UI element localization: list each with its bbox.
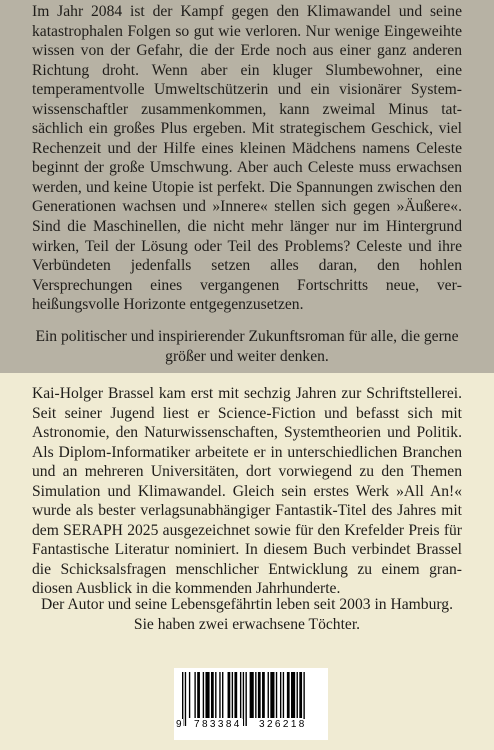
barcode-bars — [182, 672, 320, 726]
isbn-left-group: 783384 — [194, 719, 242, 730]
barcode-bar — [258, 672, 261, 718]
barcode-bar — [291, 672, 295, 718]
isbn-right-group: 326218 — [259, 719, 307, 730]
barcode-bar — [245, 672, 246, 726]
author-bio-paragraph: Kai-Holger Brassel kam erst mit sechzig Jahren zur Schriftstellerei. Seit seiner Jugend liest er Science-Fiction und befasst sich mit Astronomie, den Naturwissenschaften, Systemtheorien und Politik. Als Diplom-Informatiker arbeitete er in unterschiedlichen Branchen und an mehreren Universitäten, dort vorwiegend zu den Themen Simulation und Klimawandel. Gleich sein erstes Werk »All An!« wurde als bester verlagsunabhängiger Fantastik-Titel des Jahres mit dem SERAPH 2025 ausgezeichnet sowie für den Krefelder Preis für Fantastische Literatur nominiert. In diesem Buch verbindet Brassel die Schicksalsfragen menschlicher Entwicklung zu einem grandiosen Ausblick in die kommenden Jahrhunderte. — [32, 385, 462, 598]
synopsis-paragraph: Im Jahr 2084 ist der Kampf gegen den Klimawandel und seine katastrophalen Folgen so gut wie verloren. Nur wenige Eingeweihte wissen von der Gefahr, die der Erde noch aus einer ganz anderen Richtung droht. Wenn aber ein kluger Slumbewohner, eine temperamentvolle Umweltschützerin und ein visionärer Systemwissenschaftler zusammenkommen, kann zweimal Minus tatsächlich ein großes Plus ergeben. Mit strategischem Geschick, viel Rechenzeit und der Hilfe eines kleinen Mädchens namens Celeste beginnt der große Umschwung. Aber auch Celeste muss erwachsen werden, und keine Utopie ist perfekt. Die Spannungen zwischen den Generationen wachsen und »Innere« stellen sich gegen »Äußere«. Sind die Maschinellen, die nicht mehr länger nur im Hintergrund wirken, Teil der Lösung oder Teil des Problems? Celeste und ihre Verbündeten jedenfalls setzen alles daran, den hohlen Versprechungen eines vergangenen Fortschritts neue, verheißungsvolle Horizonte entgegenzusetzen. — [32, 3, 462, 314]
barcode-bar — [250, 672, 254, 718]
isbn-first-digit: 9 — [176, 719, 182, 730]
barcode-bar — [270, 672, 274, 718]
barcode-bar — [287, 672, 290, 718]
barcode-bar — [276, 672, 277, 718]
barcode-bar — [283, 672, 284, 718]
isbn-barcode — [174, 668, 328, 740]
barcode-bar — [280, 672, 281, 718]
barcode-bar — [189, 672, 190, 718]
author-private-paragraph: Der Autor und seine Lebensgefährtin leben seit 2003 in Hamburg. Sie haben zwei erwachsene Töchter. — [41, 596, 453, 633]
barcode-bar — [194, 672, 195, 718]
barcode-bar — [228, 672, 231, 718]
barcode-bar — [255, 672, 256, 718]
barcode-bar — [205, 672, 209, 718]
barcode-bar — [303, 672, 304, 726]
barcode-bar — [222, 672, 223, 718]
barcode-bar — [232, 672, 233, 718]
barcode-bar — [243, 672, 244, 726]
barcode-bar — [234, 672, 237, 718]
isbn-digits — [174, 719, 328, 733]
barcode-bar — [297, 672, 298, 718]
barcode-bar — [203, 672, 204, 718]
barcode-bar — [215, 672, 216, 718]
barcode-bar — [197, 672, 200, 718]
barcode-bar — [185, 672, 186, 726]
barcode-bar — [299, 672, 302, 718]
barcode-bar — [240, 672, 241, 718]
barcode-bar — [219, 672, 220, 718]
barcode-bar — [262, 672, 265, 718]
barcode-bar — [268, 672, 269, 718]
barcode-bar — [211, 672, 214, 718]
tagline-paragraph: Ein politischer und inspirierender Zukunftsroman für alle, die gerne größer und weiter denken. — [35, 328, 459, 365]
barcode-bar — [182, 672, 183, 726]
